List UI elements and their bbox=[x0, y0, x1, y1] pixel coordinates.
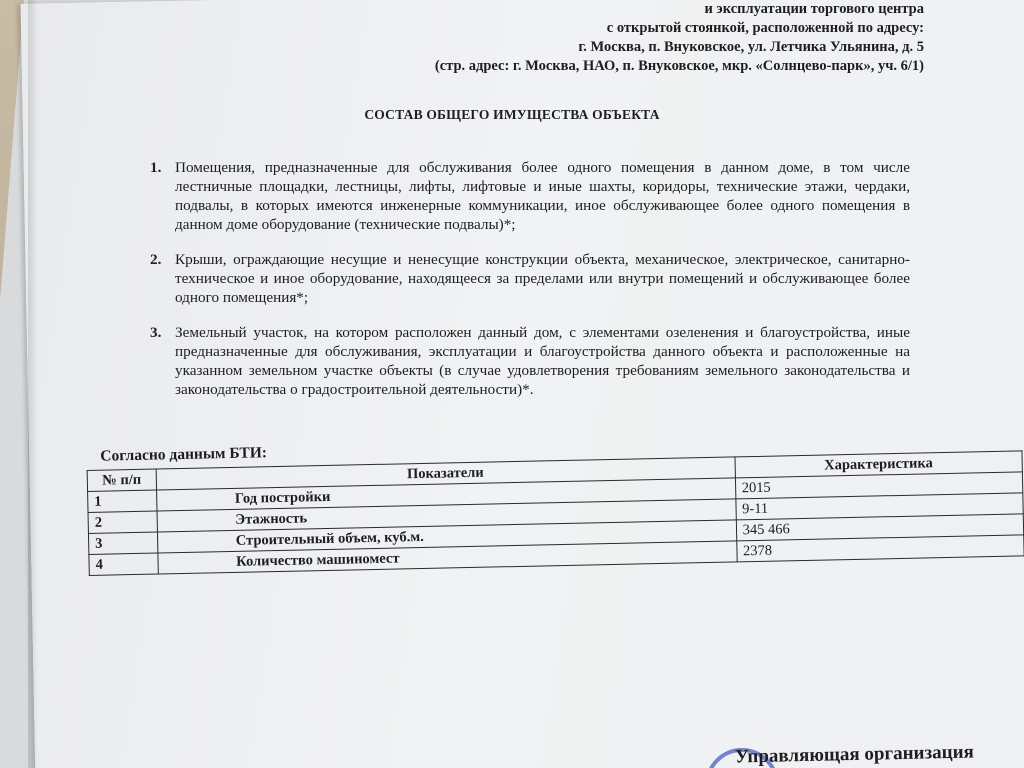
property-list bbox=[150, 158, 910, 415]
row-label: Количество машиномест bbox=[158, 541, 737, 574]
column-header-number: № п/п bbox=[87, 469, 156, 491]
footer-text: Управляющая организация bbox=[734, 741, 975, 768]
row-number: 3 bbox=[88, 532, 157, 554]
header-line: и эксплуатации торгового центра bbox=[704, 1, 924, 17]
header-line: с открытой стоянкой, расположенной по адресу: bbox=[606, 20, 924, 36]
row-value: 2378 bbox=[736, 535, 1024, 562]
list-item-number: 3. bbox=[150, 324, 162, 341]
list-item-number: 2. bbox=[150, 251, 162, 268]
row-number: 1 bbox=[88, 490, 157, 512]
list-item-number: 1. bbox=[150, 159, 162, 176]
list-item bbox=[150, 323, 910, 399]
row-value: 345 466 bbox=[736, 514, 1024, 541]
row-label: Этажность bbox=[157, 499, 736, 532]
row-label: Строительный объем, куб.м. bbox=[157, 520, 736, 553]
document-header bbox=[435, 0, 924, 76]
document-title: СОСТАВ ОБЩЕГО ИМУЩЕСТВА ОБЪЕКТА bbox=[364, 107, 660, 122]
row-label: Год постройки bbox=[156, 478, 735, 511]
header-line: г. Москва, п. Внуковское, ул. Летчика Ульянина, д. 5 bbox=[578, 39, 924, 55]
bti-table bbox=[87, 450, 1024, 576]
list-item-text: Помещения, предназначенные для обслуживания более одного помещения в данном доме, в том числе лестничные площадки, лестницы, лифты, лифтовые и иные шахты, коридоры, технические этажи, чердаки, подвалы, в которых имеются инженерные коммуникации, иное обслуживающее более одного помещения в данном доме оборудование (технические подвалы)*; bbox=[175, 159, 910, 233]
row-value: 9-11 bbox=[735, 493, 1023, 520]
list-item-text: Крыши, ограждающие несущие и ненесущие конструкции объекта, механическое, электрическое, санитарно-техническое и иное оборудование, находящееся за пределами или внутри помещений и обслуживающее более одного помещения*; bbox=[175, 251, 910, 306]
list-item-text: Земельный участок, на котором расположен данный дом, с элементами озеленения и благоустройства, иные предназначенные для обслуживания, эксплуатации и благоустройства данного объекта и расположенные на указанном земельном участке объекты (в случае удовлетворения требованиям земельного законодательства и законодательства о градостроительной деятельности)*. bbox=[175, 324, 910, 398]
column-header-characteristic: Характеристика bbox=[735, 451, 1023, 478]
row-number: 2 bbox=[88, 511, 157, 533]
row-value: 2015 bbox=[735, 472, 1023, 499]
list-item bbox=[150, 250, 910, 307]
row-number: 4 bbox=[89, 553, 158, 575]
header-line: (стр. адрес: г. Москва, НАО, п. Внуковское, мкр. «Солнцево-парк», уч. 6/1) bbox=[434, 58, 924, 74]
bti-title: Согласно данным БТИ: bbox=[100, 444, 268, 465]
column-header-indicators: Показатели bbox=[156, 457, 735, 490]
list-item bbox=[150, 158, 910, 234]
